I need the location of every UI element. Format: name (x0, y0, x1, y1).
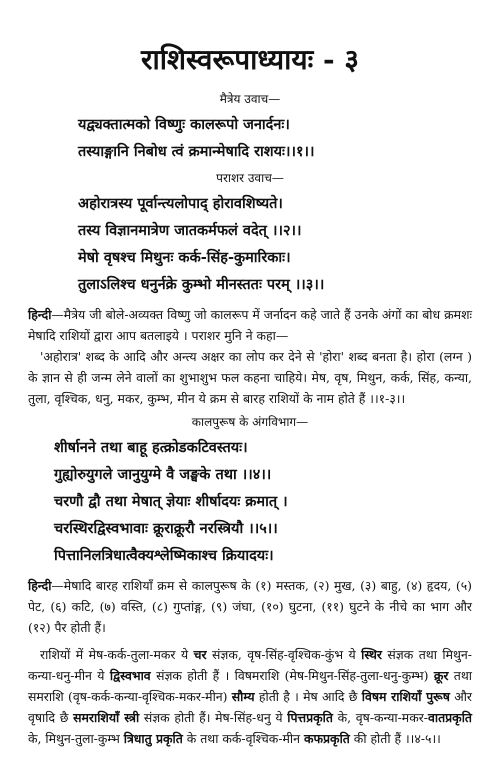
text-run: राशियों में मेष-कर्क-तुला-मकर ये (40, 647, 194, 662)
bold-term: पित्तप्रकृति (287, 710, 333, 725)
hindi-translation-1 (28, 304, 472, 346)
bold-term: स्थिर (361, 647, 382, 662)
hindi-text: 'अहोरात्र' शब्द के आदि और अन्त्य अक्षर का लोप कर देने से 'होरा' शब्द बनता है। होरा (लग्न ) के ज्ञान से ही जन्म लेने वालों का शुभाशुभ फल कहना चाहिये। मेष, वृष, मिथुन, कर्क, सिंह, कन्या, तुला, वृश्चिक, धनु, मकर, कुम्भ, मीन ये क्रम से बारह राशियों के नाम होते हैं ।।१-३।। (28, 349, 472, 406)
hindi-label: हिन्दी (28, 307, 52, 322)
bold-term: द्विस्वभाव (109, 668, 151, 683)
bold-term: सौम्य (231, 689, 255, 704)
bold-term: क्रूर (433, 668, 449, 683)
verse-line: अहोरात्रस्य पूर्वान्त्यलोपाद् होरावशिष्यते। (78, 195, 283, 212)
verse-line: चरस्थिरद्विस्वभावाः क्रूराक्रूरौ नरस्त्रियौ ।।५।। (54, 520, 278, 537)
bold-term: वातप्रकृति (427, 710, 472, 725)
speaker-parashara: पराशर उवाच— (216, 171, 284, 185)
page (28, 40, 472, 749)
bold-term: चर (193, 647, 207, 662)
hindi-translation-1b (28, 346, 472, 409)
text-run: तथा समराशि (वृष-कर्क-कन्या-वृश्चिक-मकर-मीन) (28, 668, 472, 704)
speaker-maitreya: मैत्रेय उवाच— (219, 92, 281, 106)
section-heading-kalapurusha: कालपुरूष के अंगविभाग— (191, 415, 309, 429)
bold-term: समराशियाँ स्त्री (73, 710, 140, 725)
text-run: के, वृष-कन्या-मकर- (332, 710, 428, 725)
text-run: की होती हैं ।।४-५।। (349, 731, 441, 746)
hindi-text: —मैत्रेय जी बोले-अव्यक्त विष्णु जो कालरूप में जर्नादन कहे जाते हैं उनके अंगों का बोध क्रमशः मेषादि राशियों द्वारा आप बतलाइये । पराशर मुनि ने कहा— (28, 307, 472, 343)
verse-line: तस्य विज्ञानमात्रेण जातकर्मफलं वदेत् ।।२।। (78, 222, 302, 239)
text-run: संज्ञक, वृष-सिंह-वृश्चिक-कुंभ ये (206, 647, 362, 662)
text-run: संज्ञक होती हैं। मेष-सिंह-धनु ये (139, 710, 288, 725)
text-run: संज्ञक होती हैं । विषमराशि (मेष-मिथुन-सिंह-तुला-धनु-कुम्भ) (150, 668, 434, 683)
hindi-translation-2 (28, 575, 472, 638)
bold-term: त्रिधातु प्रकृति (123, 731, 183, 746)
verse-line: शीर्षानने तथा बाहू हत्क्रोडकटिवस्तयः। (54, 439, 248, 456)
verse-line: गुह्योरुयुगले जानुयुग्मे वै जङ्घके तथा ।।४।। (54, 466, 272, 483)
hindi-text: —मेषादि बारह राशियाँ क्रम से कालपुरूष के (१) मस्तक, (२) मुख, (३) बाहु, (४) हृदय, (५) पेट, (६) कटि, (७) वस्ति, (८) गुप्तांङ्ग, (९) जंघा, (१०) घुटना, (११) घुटने के नीचे का भाग और (१२) पैर होती हैं। (28, 578, 472, 635)
verse-line: यद्व्यक्तात्मको विष्णुः कालरूपो जनार्दनः। (78, 116, 290, 133)
hindi-translation-3 (28, 644, 472, 749)
chapter-title: राशिस्वरूपाध्यायः - ३ (141, 43, 359, 76)
verse-line: मेषो वृषश्च मिथुनः कर्क-सिंह-कुमारिकाः। (78, 249, 291, 266)
text-run: के, मिथुन-तुला-कुम्भ (28, 731, 124, 746)
text-run: और वृषादि छै (28, 689, 472, 725)
verse-line: तस्याङ्गानि निबोध त्वं क्रमान्मेषादि राशयः।।१।। (78, 143, 315, 160)
hindi-label: हिन्दी (28, 578, 52, 593)
bold-term: कफप्रकृति (303, 731, 350, 746)
text-run: संज्ञक तथा मिथुन-कन्या-धनु-मीन ये (28, 647, 472, 683)
text-run: के तथा कर्क-वृश्चिक-मीन (182, 731, 304, 746)
text-run: होती है । मेष आदि छै (254, 689, 362, 704)
bold-term: विषम राशियाँ पुरूष (361, 689, 450, 704)
verse-line: तुलाऽलिश्च धनुर्नक्रे कुम्भो मीनस्ततः परम् ।।३।। (78, 276, 325, 293)
verse-line: चरणौ द्वौ तथा मेषात् ज्ञेयाः शीर्षादयः क्रमात् । (54, 493, 288, 510)
verse-line: पित्तानिलत्रिधात्वैक्यश्लेष्मिकाश्च क्रियादयः। (54, 547, 274, 564)
